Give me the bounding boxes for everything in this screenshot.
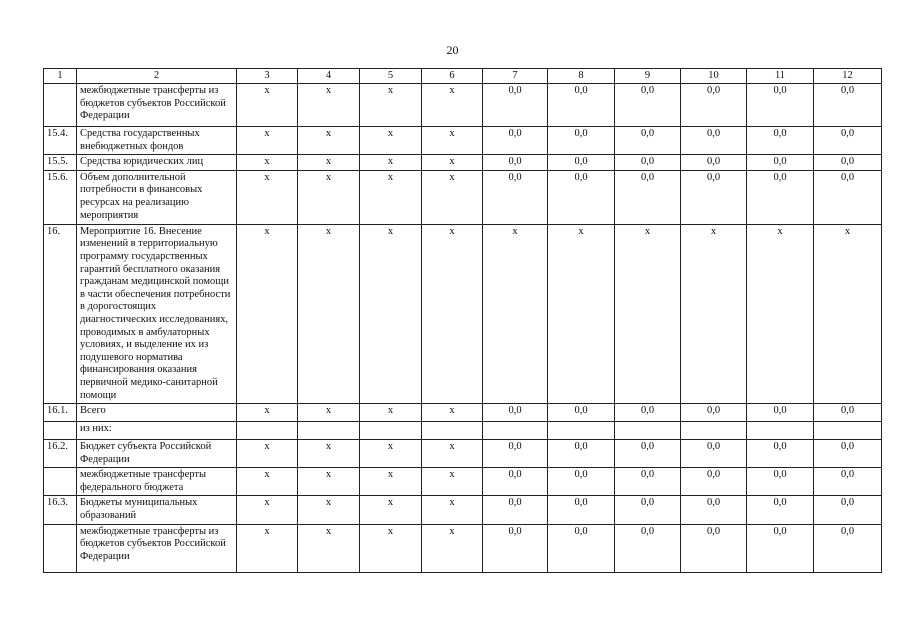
row-number [44,468,77,496]
table-cell: 0,0 [814,155,882,171]
row-number: 15.4. [44,127,77,155]
table-cell: x [360,404,422,422]
financing-table [43,68,882,573]
table-cell: 0,0 [681,170,747,224]
row-number [44,84,77,127]
table-cell: x [237,170,298,224]
table-cell [615,422,681,440]
table-cell: 0,0 [681,404,747,422]
table-cell: x [422,440,483,468]
column-header: 1 [44,69,77,84]
table-body [44,84,882,573]
table-cell: x [237,440,298,468]
table-cell: 0,0 [483,155,548,171]
table-cell: x [237,127,298,155]
table-cell: x [237,468,298,496]
table-cell: 0,0 [814,404,882,422]
table-cell: 0,0 [747,155,814,171]
row-number: 15.5. [44,155,77,171]
column-header: 2 [77,69,237,84]
table-cell: x [237,224,298,403]
page-number: 20 [446,43,459,57]
table-cell: 0,0 [747,84,814,127]
column-header: 10 [681,69,747,84]
column-header: 8 [548,69,615,84]
table-cell: 0,0 [548,404,615,422]
table-cell: x [298,440,360,468]
row-name: Бюджет субъекта Российской Федерации [77,440,237,468]
table-cell: 0,0 [615,127,681,155]
table-cell: x [237,524,298,572]
table-cell: x [681,224,747,403]
column-header: 5 [360,69,422,84]
table-cell: x [237,404,298,422]
table-row [44,84,882,127]
table-cell: x [422,84,483,127]
table-cell: 0,0 [483,440,548,468]
row-name: межбюджетные трансферты из бюджетов субъектов Российской Федерации [77,84,237,127]
table-cell: x [422,404,483,422]
table-cell: 0,0 [548,155,615,171]
table-cell: x [360,440,422,468]
column-header: 9 [615,69,681,84]
table-cell: 0,0 [615,84,681,127]
row-name: Мероприятие 16. Внесение изменений в территориальную программу государственных гарантий бесплатного оказания гражданам медицинской помощи в части обеспечения потребности в дорогостоящих диагностических исследованиях, проводимых в амбулаторных условиях, и выделение их из подушевого норматива финансирования оказания первичной медико-санитарной помощи [77,224,237,403]
row-name: Объем дополнительной потребности в финансовых ресурсах на реализацию мероприятия [77,170,237,224]
table-cell: x [298,468,360,496]
table-cell: 0,0 [483,496,548,524]
table-cell: 0,0 [548,127,615,155]
table-cell: 0,0 [615,496,681,524]
table-cell: x [360,155,422,171]
table-cell: x [422,170,483,224]
row-number: 16.3. [44,496,77,524]
row-name: Всего [77,404,237,422]
row-name: Средства юридических лиц [77,155,237,171]
table-cell: x [298,496,360,524]
table-cell [548,422,615,440]
table-cell: x [298,404,360,422]
table-cell: 0,0 [814,84,882,127]
table-row [44,496,882,524]
table-row [44,468,882,496]
table-cell: x [747,224,814,403]
table-row [44,422,882,440]
table-cell: x [548,224,615,403]
table-cell: 0,0 [548,468,615,496]
row-name: Бюджеты муниципальных образований [77,496,237,524]
row-number: 16. [44,224,77,403]
table-cell: 0,0 [548,84,615,127]
table-cell: x [237,84,298,127]
table-cell: 0,0 [814,440,882,468]
table-cell: 0,0 [814,468,882,496]
table-row [44,224,882,403]
table-cell: 0,0 [548,496,615,524]
table-cell: x [360,84,422,127]
row-number [44,422,77,440]
column-header: 3 [237,69,298,84]
table-cell: 0,0 [681,127,747,155]
table-cell: 0,0 [814,524,882,572]
row-number: 16.1. [44,404,77,422]
table-row [44,404,882,422]
table-cell: 0,0 [814,127,882,155]
table-cell: x [422,468,483,496]
table-cell: 0,0 [747,127,814,155]
table-cell: 0,0 [483,404,548,422]
table-cell: x [298,524,360,572]
table-cell: x [360,496,422,524]
table-cell: x [360,524,422,572]
table-cell: 0,0 [615,468,681,496]
table-row [44,170,882,224]
table-cell: x [360,468,422,496]
column-header: 11 [747,69,814,84]
column-number-row [44,69,882,84]
table-cell: 0,0 [615,170,681,224]
table-cell: 0,0 [814,170,882,224]
table-cell: 0,0 [747,496,814,524]
table-cell: x [814,224,882,403]
table-cell: 0,0 [747,524,814,572]
table-cell: x [237,496,298,524]
table-cell: x [360,127,422,155]
row-name: Средства государственных внебюджетных фондов [77,127,237,155]
table-cell: 0,0 [681,468,747,496]
table-cell: 0,0 [681,496,747,524]
table-cell [237,422,298,440]
table-cell [422,422,483,440]
table-cell [681,422,747,440]
table-cell: 0,0 [483,84,548,127]
table-cell: x [422,496,483,524]
table-cell: x [298,155,360,171]
table-cell: x [237,155,298,171]
table-cell: 0,0 [483,170,548,224]
column-header: 4 [298,69,360,84]
row-number: 16.2. [44,440,77,468]
table-cell: 0,0 [681,155,747,171]
table-cell: 0,0 [747,170,814,224]
table-cell: 0,0 [483,127,548,155]
table-cell [360,422,422,440]
table-cell: 0,0 [681,84,747,127]
table-cell [298,422,360,440]
table-cell: 0,0 [548,524,615,572]
table-cell: 0,0 [747,404,814,422]
column-header: 6 [422,69,483,84]
table-cell: 0,0 [548,440,615,468]
table-cell: x [298,224,360,403]
table-cell: 0,0 [615,404,681,422]
table-cell: x [422,524,483,572]
table-row [44,440,882,468]
column-header: 7 [483,69,548,84]
row-name: межбюджетные трансферты федерального бюджета [77,468,237,496]
table-cell: 0,0 [681,524,747,572]
table-cell: x [422,224,483,403]
table-row [44,127,882,155]
table-cell: 0,0 [681,440,747,468]
column-header: 12 [814,69,882,84]
table-cell: x [360,170,422,224]
table-cell [747,422,814,440]
row-name: из них: [77,422,237,440]
row-name: межбюджетные трансферты из бюджетов субъектов Российской Федерации [77,524,237,572]
table-cell: x [298,84,360,127]
table-cell: x [360,224,422,403]
table-cell: x [483,224,548,403]
row-number [44,524,77,572]
table-cell: 0,0 [747,468,814,496]
table-cell: x [615,224,681,403]
table-cell: 0,0 [747,440,814,468]
table-cell: 0,0 [814,496,882,524]
table-cell: x [298,127,360,155]
table-cell: 0,0 [615,155,681,171]
table-cell [483,422,548,440]
table-cell: x [422,127,483,155]
table-cell: 0,0 [483,468,548,496]
table-cell: 0,0 [615,440,681,468]
table-cell: 0,0 [548,170,615,224]
table-cell: 0,0 [483,524,548,572]
table-cell [814,422,882,440]
table-cell: x [422,155,483,171]
table-row [44,155,882,171]
table-row [44,524,882,572]
table-cell: x [298,170,360,224]
table-cell: 0,0 [615,524,681,572]
row-number: 15.6. [44,170,77,224]
